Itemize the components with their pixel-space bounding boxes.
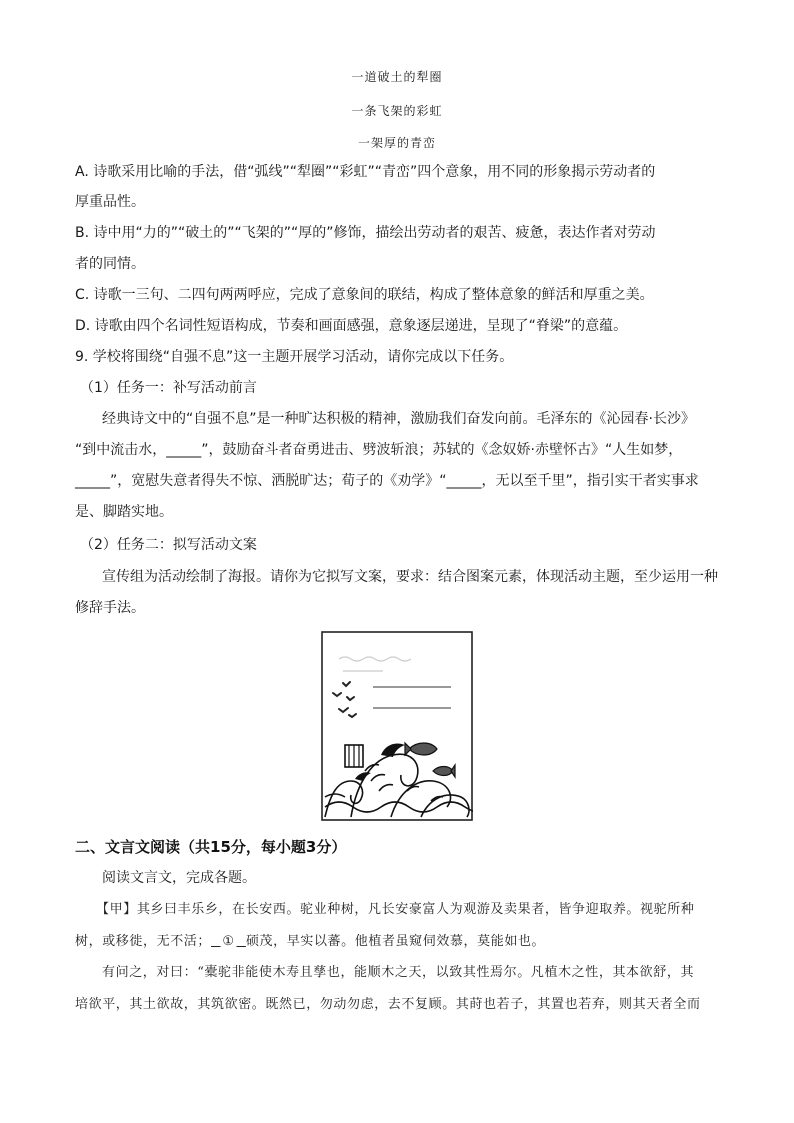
option-a-line-1: A. 诗歌采用比喻的手法，借“弧线”“犁圈”“彩虹”“青峦”四个意象，用不同的形象揭示劳动者的 — [75, 164, 656, 180]
section-2-heading: 二、文言文阅读（共15分，每小题3分） — [75, 838, 347, 856]
task-2-title: （2）任务二：拟写活动文案 — [80, 537, 257, 553]
question-9-title: 9. 学校将围绕“自强不息”这一主题开展学习活动，请你完成以下任务。 — [75, 349, 514, 365]
jia-paragraph-line-3: 有问之，对曰：“橐驼非能使木寿且孳也，能顺木之天，以致其性焉尔。凡植木之性，其本欲舒，其 — [102, 965, 695, 980]
jia-label: 【甲】 — [96, 902, 137, 917]
option-c: C. 诗歌一三句、二四句两两呼应，完成了意象间的联结，构成了整体意象的鲜活和厚重之美。 — [75, 287, 654, 303]
jia-text-2: 树，或移徙，无不活； — [75, 934, 212, 949]
jia-paragraph-line-1 — [96, 900, 746, 920]
jia-paragraph-line-2 — [75, 932, 725, 952]
task-1-paragraph-line-3: _____”，宽慰失意者得失不惊、洒脱旷达；荀子的《劝学》“_____，无以至千里”，指引实干者实事求 — [75, 473, 699, 489]
poem-line-3: 一架厚的青峦 — [357, 136, 436, 150]
option-b-line-2: 者的同情。 — [75, 256, 145, 272]
poem-line-2: 一条飞架的彩虹 — [351, 104, 443, 118]
task-1-paragraph-line-1: 经典诗文中的“自强不息”是一种旷达积极的精神，激励我们奋发向前。毛泽东的《沁园春·长沙》 — [102, 411, 695, 427]
option-b-line-1: B. 诗中用“力的”“破土的”“飞架的”“厚的”修饰，描绘出劳动者的艰苦、疲惫，表达作者对劳动 — [75, 225, 656, 241]
task-2-paragraph-line-1: 宣传组为活动绘制了海报。请你为它拟写文案，要求：结合图案元素，体现活动主题，至少运用一种 — [102, 569, 718, 585]
poem-line-1: 一道破土的犁圈 — [351, 70, 443, 84]
task-2-paragraph-line-2: 修辞手法。 — [75, 600, 145, 616]
task-1-paragraph-line-4: 是、脚踏实地。 — [75, 504, 173, 520]
option-a-line-2: 厚重品性。 — [75, 194, 145, 210]
task-1-paragraph-line-2: “到中流击水，_____”，鼓励奋斗者奋勇进击、劈波斩浪；苏轼的《念奴娇·赤壁怀古》“人生如梦， — [75, 442, 683, 458]
task-1-title: （1）任务一：补写活动前言 — [80, 380, 257, 396]
activity-poster-illustration — [321, 631, 473, 821]
option-d: D. 诗歌由四个名词性短语构成，节奏和画面感强，意象逐层递进，呈现了“脊梁”的意蕴。 — [75, 318, 628, 334]
jia-paragraph-line-4: 培欲平，其土欲故，其筑欲密。既然已，勿动勿虑，去不复顾。其莳也若子，其置也若弃，则其天者全而 — [75, 997, 701, 1012]
jia-text-3: 硕茂，早实以蕃。他植者虽窥伺效慕，莫能如也。 — [245, 934, 546, 949]
jia-text-1: 其乡曰丰乐乡，在长安西。驼业种树，凡长安豪富人为观游及卖果者，皆争迎取养。视驼所种 — [136, 902, 695, 917]
blank-marker-1: ① — [222, 934, 235, 949]
section-2-intro: 阅读文言文，完成各题。 — [102, 870, 256, 886]
